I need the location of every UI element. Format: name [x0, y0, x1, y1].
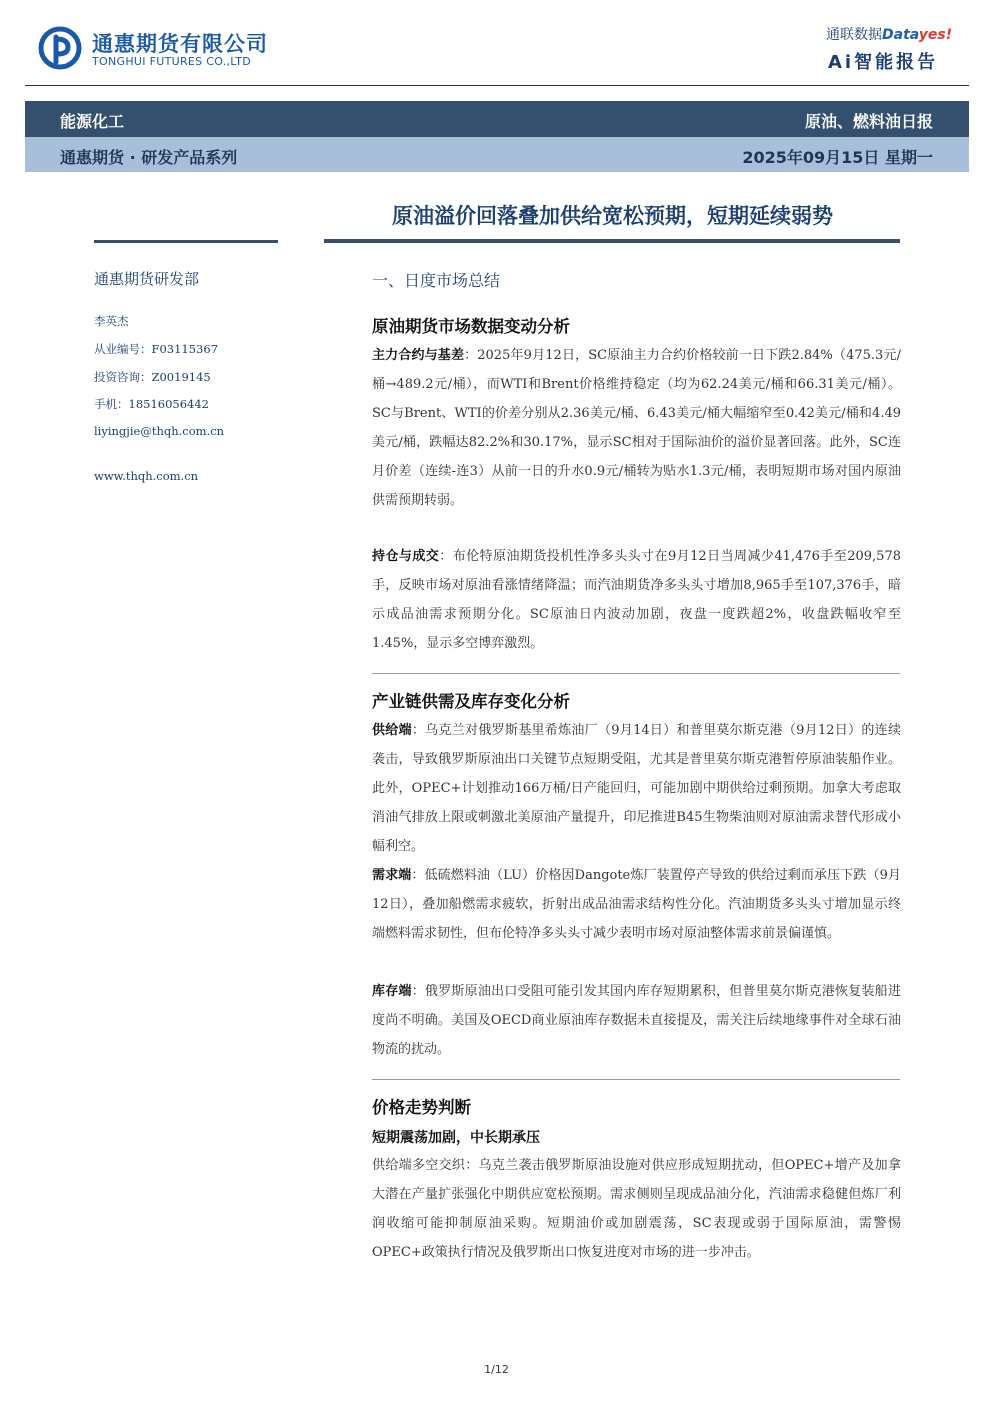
- report-date: 2025年09月15日 星期一: [742, 148, 933, 167]
- datayes-data: Data: [882, 27, 919, 43]
- datayes-prefix: 通联数据: [826, 27, 882, 43]
- paragraph-text: ：2025年9月12日，SC原油主力合约价格较前一日下跌2.84%（475.3元/桶→489.2元/桶），而WTI和Brent价格维持稳定（均为62.24美元/桶和66.31美元/桶）。SC与Brent、WTI的价差分别从2.36美元/桶、6.43美元/桶大幅缩窄至0.42美元/桶和4.49美元/桶，跌幅达82.2%和30.17%，显示SC相对于国际油价的溢价显著回落。此外，SC连月价差（连续-连3）从前一日的升水0.9元/桶转为贴水1.3元/桶，表明短期市场对国内原油供需预期转弱。: [372, 348, 901, 508]
- series-label: 通惠期货 · 研发产品系列: [60, 148, 238, 167]
- paragraph-text: ：布伦特原油期货投机性净多头头寸在9月12日当周减少41,476手至209,578手，反映市场对原油看涨情绪降温；而汽油期货净多头头寸增加8,965手至107,376手，暗示成品油需求预期分化。SC原油日内波动加剧，夜盘一度跌超2%，收盘跌幅收窄至1.45%，显示多空博弈激烈。: [372, 549, 901, 651]
- author-name: 李英杰: [94, 314, 129, 328]
- company-logo-icon: [38, 26, 82, 70]
- consult-number: 投资咨询：Z0019145: [94, 370, 211, 384]
- section-heading: 一、日度市场总结: [372, 271, 501, 290]
- series-bar: [25, 137, 969, 172]
- title-underline: [324, 239, 900, 243]
- section-divider: [372, 1079, 900, 1080]
- subheading-price: 价格走势判断: [372, 1098, 471, 1117]
- paragraph-text: ：乌克兰对俄罗斯基里希炼油厂（9月14日）和普里莫尔斯克港（9月12日）的连续袭击，导致俄罗斯原油出口关键节点短期受阻，尤其是普里莫尔斯克港暂停原油装船作业。此外，OPEC+计划推动166万桶/日产能回归，可能加剧中期供给过剩预期。加拿大考虑取消油气排放上限或刺激北美原油产量提升，印尼推进B45生物柴油则对原油需求替代形成小幅利空。: [372, 723, 901, 854]
- subheading-chain: 产业链供需及库存变化分析: [372, 692, 570, 711]
- company-website[interactable]: www.thqh.com.cn: [94, 469, 199, 483]
- phone-number: 手机：18516056442: [94, 397, 209, 411]
- paragraph-price: [372, 1151, 901, 1267]
- author-email[interactable]: liyingjie@thqh.com.cn: [94, 424, 225, 438]
- price-judgement: 短期震荡加剧，中长期承压: [372, 1130, 540, 1146]
- paragraph-positions: [372, 542, 901, 658]
- sidebar-rule: [94, 240, 278, 243]
- datayes-brand: [826, 24, 952, 44]
- paragraph-label: 主力合约与基差: [372, 348, 465, 363]
- paragraph-text: ：低硫燃料油（LU）价格因Dangote炼厂装置停产导致的供给过剩而承压下跌（9月12日），叠加船燃需求疲软，折射出成品油需求结构性分化。汽油期货多头头寸增加显示终端燃料需求韧性，但布伦特净多头头寸减少表明市场对原油整体需求前景偏谨慎。: [372, 868, 901, 941]
- datayes-yes: yes!: [918, 27, 953, 43]
- paragraph-label: 供给端: [372, 723, 412, 738]
- paragraph-label: 库存端: [372, 984, 412, 999]
- company-name-cn: 通惠期货有限公司: [92, 32, 268, 56]
- paragraph-contract-basis: [372, 341, 901, 515]
- page-number: 1/12: [484, 1363, 509, 1376]
- paragraph-supply: [372, 716, 901, 861]
- ai-report-label: Ai智能报告: [828, 52, 939, 73]
- report-title: 原油溢价回落叠加供给宽松预期，短期延续弱势: [392, 204, 833, 228]
- category-label: 能源化工: [60, 112, 125, 131]
- header-divider: [25, 85, 969, 86]
- report-type: 原油、燃料油日报: [804, 112, 933, 131]
- section-divider: [372, 673, 900, 674]
- paragraph-text: 供给端多空交织：乌克兰袭击俄罗斯原油设施对供应形成短期扰动，但OPEC+增产及加拿大潜在产量扩张强化中期供应宽松预期。需求侧则呈现成品油分化，汽油需求稳健但炼厂利润收缩可能抑制原油采购。短期油价或加剧震荡，SC表现或弱于国际原油，需警惕OPEC+政策执行情况及俄罗斯出口恢复进度对市场的进一步冲击。: [372, 1158, 901, 1260]
- company-name-en: TONGHUI FUTURES CO.,LTD: [92, 55, 252, 68]
- subheading-futures: 原油期货市场数据变动分析: [372, 317, 570, 336]
- sidebar-dept: 通惠期货研发部: [94, 270, 200, 288]
- category-bar: [25, 101, 969, 137]
- paragraph-inventory: [372, 977, 901, 1064]
- license-number: 从业编号：F03115367: [94, 342, 219, 356]
- paragraph-text: ：俄罗斯原油出口受阻可能引发其国内库存短期累积，但普里莫尔斯克港恢复装船进度尚不明确。美国及OECD商业原油库存数据未直接提及，需关注后续地缘事件对全球石油物流的扰动。: [372, 984, 901, 1057]
- paragraph-demand: [372, 861, 901, 948]
- paragraph-label: 持仓与成交: [372, 549, 440, 564]
- paragraph-label: 需求端: [372, 868, 412, 883]
